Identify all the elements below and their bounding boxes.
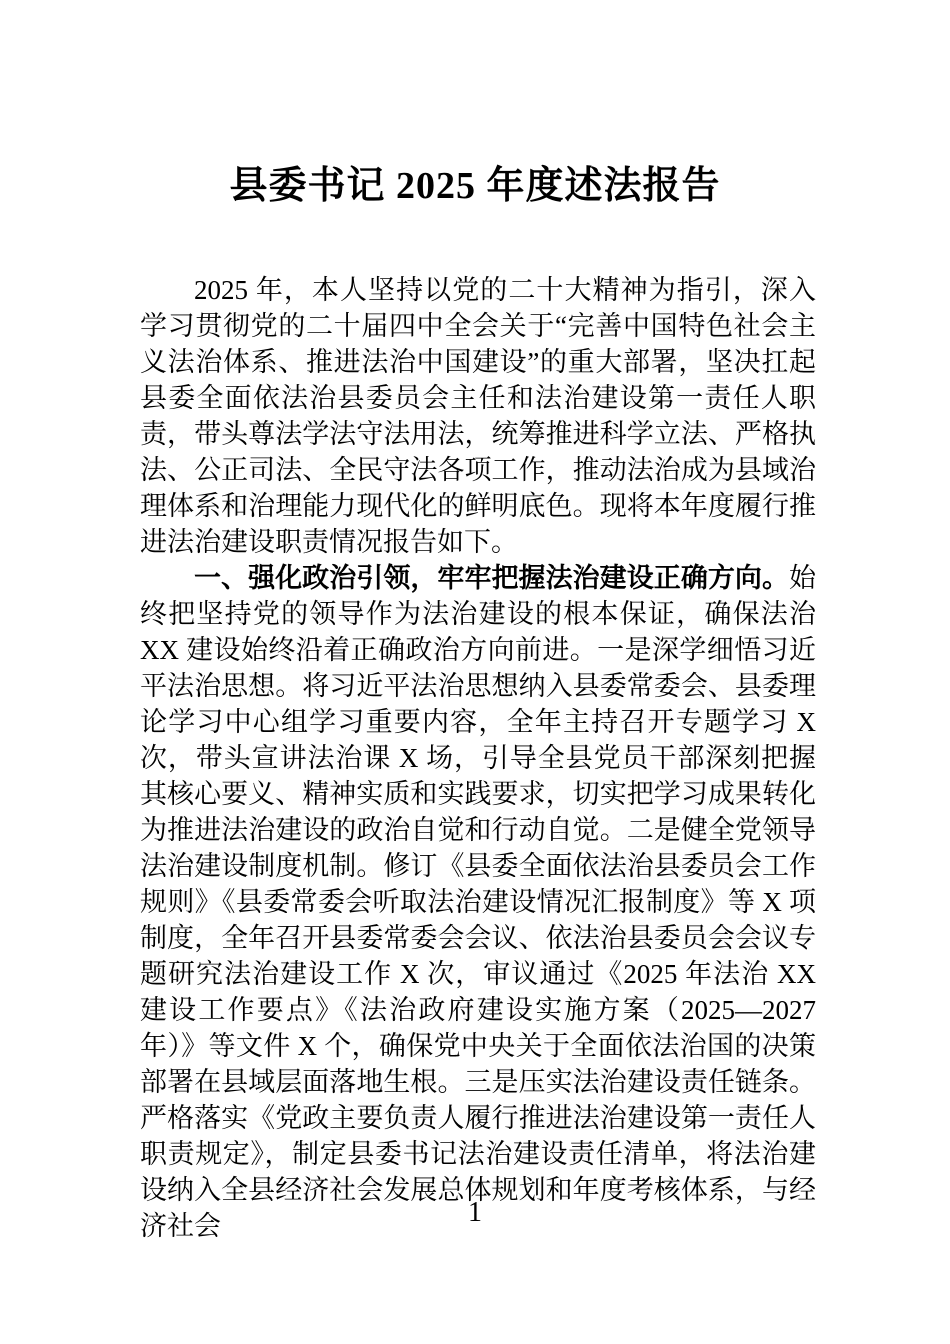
paragraph	[140, 272, 816, 560]
document-title: 县委书记 2025 年度述法报告	[229, 165, 721, 207]
bold-text-run: 一、强化政治引领，牢牢把握法治建设正确方向。	[194, 563, 789, 593]
paragraph	[140, 560, 816, 1244]
text-run: 2025 年，本人坚持以党的二十大精神为指引，深入学习贯彻党的二十届四中全会关于“完善中国特色社会主义法治体系、推进法治中国建设”的重大部署，坚决扛起县委全面依法治县委员会主任和法治建设第一责任人职责，带头尊法学法守法用法，统筹推进科学立法、严格执法、公正司法、全民守法各项工作，推动法治成为县域治理体系和治理能力现代化的鲜明底色。现将本年度履行推进法治建设职责情况报告如下。	[140, 275, 816, 557]
document-body	[140, 272, 816, 1244]
page-number: 1	[468, 1197, 482, 1228]
text-run: 始终把坚持党的领导作为法治建设的根本保证，确保法治 XX 建设始终沿着正确政治方向前进。一是深学细悟习近平法治思想。将习近平法治思想纳入县委常委会、县委理论学习中心组学习重要内容，全年主持召开专题学习 X 次，带头宣讲法治课 X 场，引导全县党员干部深刻把握其核心要义、精神实质和实践要求，切实把学习成果转化为推进法治建设的政治自觉和行动自觉。二是健全党领导法治建设制度机制。修订《县委全面依法治县委员会工作规则》《县委常委会听取法治建设情况汇报制度》等 X 项制度，全年召开县委常委会会议、依法治县委员会会议专题研究法治建设工作 X 次，审议通过《2025 年法治 XX 建设工作要点》《法治政府建设实施方案（2025—2027 年）》等文件 X 个，确保党中央关于全面依法治国的决策部署在县域层面落地生根。三是压实法治建设责任链条。严格落实《党政主要负责人履行推进法治建设第一责任人职责规定》，制定县委书记法治建设责任清单，将法治建设纳入全县经济社会发展总体规划和年度考核体系，与经济社会	[140, 563, 816, 1241]
